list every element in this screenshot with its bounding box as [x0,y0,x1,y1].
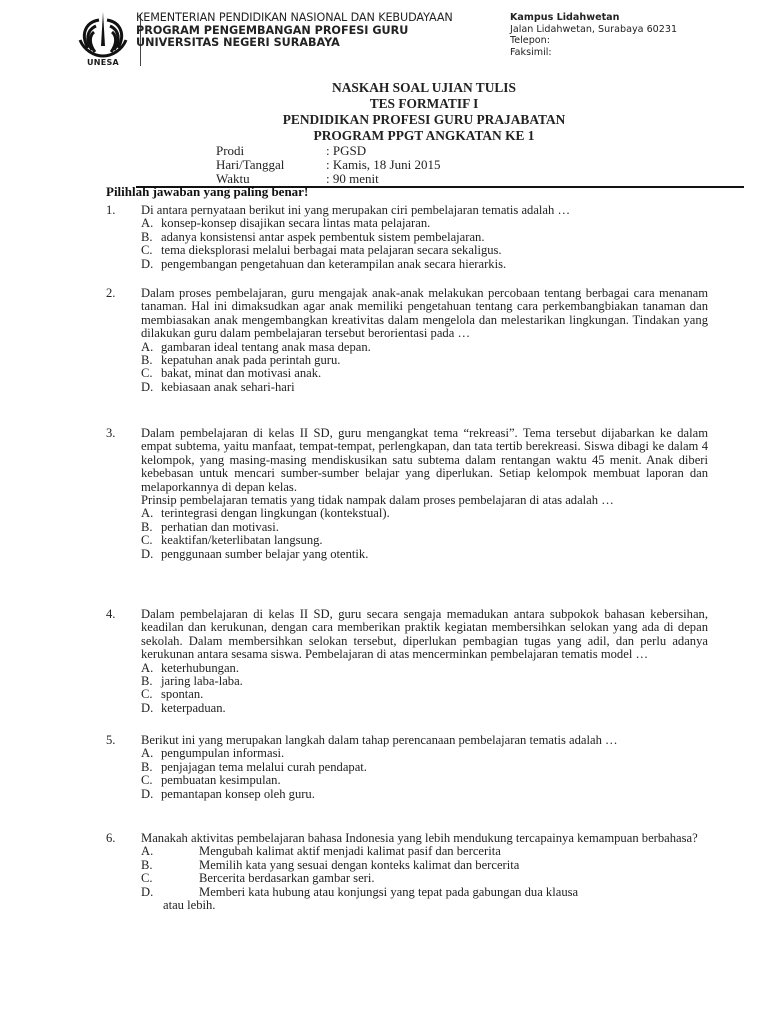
logo-label: UNESA [86,58,120,67]
option-d[interactable] [141,258,708,271]
option-letter: D. [141,546,154,561]
option-letter: B. [141,857,153,872]
option-d[interactable] [141,788,708,801]
meta-value: : 90 menit [326,171,379,187]
option-letter: A. [141,844,154,859]
meta-key: Prodi [216,143,245,158]
option-c[interactable] [141,872,708,885]
campus-phone: Telepon: [510,35,550,47]
university-name: UNIVERSITAS NEGERI SURABAYA [136,36,340,49]
question-2 [106,287,708,394]
option-text: pembuatan kesimpulan. [161,773,281,788]
option-a[interactable] [141,747,708,760]
option-letter: A. [141,506,154,521]
option-b[interactable] [141,521,708,534]
option-c[interactable] [141,774,708,787]
title-line: PROGRAM PPGT ANGKATAN KE 1 [313,128,535,143]
question-stem: Manakah aktivitas pembelajaran bahasa Indonesia yang lebih mendukung tercapainya kemampuan berbahasa? [141,831,698,845]
question-3 [106,427,708,561]
question-number: 1. [106,203,116,217]
option-letter: A. [141,216,154,231]
option-text: tema dieksplorasi melalui berbagai mata pelajaran secara sekaligus. [161,243,502,258]
option-letter: C. [141,243,153,258]
option-text: kebiasaan anak sehari-hari [161,379,295,394]
question-stem: Dalam pembelajaran di kelas II SD, guru mengangkat tema “rekreasi”. Tema tersebut dijabarkan ke dalam empat subtema, yaitu manfaat, tempat-tempat, perlengkapan, dan tata tertib berekreasi. Siswa dibagi ke dalam 4 kelompok, yang masing-masing mendiskusikan satu subtema dalam rentangan waktu 45 menit. Anak diberi kebebasan untuk mencari sumber-sumber belajar yang diperlukan. Setiap kelompok membuat laporan dan melaporkannya di depan kelas. [141,426,708,494]
option-d[interactable] [141,381,708,394]
option-letter: A. [141,660,154,675]
option-text: keterhubungan. [161,660,239,675]
option-text: terintegrasi dengan lingkungan (kontekstual). [161,506,390,521]
meta-row [216,158,440,172]
option-letter: A. [141,746,154,761]
option-b[interactable] [141,761,708,774]
option-text: bakat, minat dan motivasi anak. [161,366,322,381]
unesa-logo [72,10,134,68]
question-stem: Dalam pembelajaran di kelas II SD, guru secara sengaja memadukan antara subpokok bahasan kebersihan, keadilan dan kerukunan, dengan cara memberikan praktik kegiatan membersihkan selokan yang ada di depan sekolah. Dalam membersihkan selokan tersebut, diperlukan pembagian tugas yang adil, dan perlu adanya kerukunan antara sesama siswa. Pembelajaran di atas mencerminkan pembelajaran tematis model … [141,607,708,662]
option-text: gambaran ideal tentang anak masa depan. [161,339,371,354]
campus-name: Kampus Lidahwetan [510,12,620,23]
option-text: Memberi kata hubung atau konjungsi yang tepat pada gabungan dua klausa [199,884,579,899]
option-text: Bercerita berdasarkan gambar seri. [199,871,375,886]
option-c[interactable] [141,367,708,380]
ministry-name: KEMENTERIAN PENDIDIKAN NASIONAL DAN KEBUDAYAAN [136,11,453,24]
option-text: penjajagan tema melalui curah pendapat. [161,759,367,774]
document-titles [0,80,768,144]
option-c[interactable] [141,244,708,257]
question-stem: Berikut ini yang merupakan langkah dalam tahap perencanaan pembelajaran tematis adalah … [141,733,618,747]
title-line: PENDIDIKAN PROFESI GURU PRAJABATAN [282,112,566,127]
option-d[interactable] [141,702,708,715]
option-letter: D. [141,884,154,899]
exam-meta [216,144,440,187]
option-c[interactable] [141,534,708,547]
option-a[interactable] [141,662,708,675]
instruction-text: Pilihlah jawaban yang paling benar! [106,184,309,199]
option-letter: D. [141,256,154,271]
question-number: 6. [106,831,116,845]
option-text: Mengubah kalimat aktif menjadi kalimat pasif dan bercerita [199,844,501,859]
option-letter: C. [141,533,153,548]
question-stem: Di antara pernyataan berikut ini yang merupakan ciri pembelajaran tematis adalah … [141,203,571,217]
question-4 [106,608,708,715]
question-stem: Dalam proses pembelajaran, guru mengajak anak-anak melakukan percobaan tentang berbagai cara menanam tanaman. Hal ini dimaksudkan agar anak memiliki pengetahuan tentang cara perkembangbiakan tanaman dan membiasakan anak mengembangkan kreativitas dalam mengelola dan melestarikan lingkungan. Tindakan yang dilakukan guru dalam pembelajaran tersebut berorientasi pada … [141,286,708,341]
option-text: adanya konsistensi antar aspek pembentuk sistem pembelajaran. [161,229,485,244]
option-letter: C. [141,871,153,886]
option-a[interactable] [141,507,708,520]
question-6 [106,832,708,912]
option-a[interactable] [141,845,708,858]
option-text: pengembangan pengetahuan dan keterampilan anak secara hierarkis. [161,256,507,271]
question-number: 5. [106,733,116,747]
option-b[interactable] [141,354,708,367]
option-letter: B. [141,759,153,774]
question-1 [106,204,708,271]
option-letter: B. [141,519,153,534]
meta-value: : PGSD [326,143,367,158]
campus-address: Jalan Lidahwetan, Surabaya 60231 [510,23,678,35]
option-text: keterpaduan. [161,700,226,715]
institution-block [136,12,453,50]
option-c[interactable] [141,688,708,701]
option-letter: D. [141,700,154,715]
option-letter: C. [141,366,153,381]
title-line: NASKAH SOAL UJIAN TULIS [332,80,516,95]
meta-row [216,144,440,158]
unesa-emblem-icon [72,10,134,58]
option-text: jaring laba-laba. [161,674,243,689]
option-text: pengumpulan informasi. [161,746,285,761]
option-letter: B. [141,229,153,244]
question-number: 2. [106,286,116,300]
question-5 [106,734,708,801]
option-d[interactable] [141,548,708,561]
option-text: pemantapan konsep oleh guru. [161,786,315,801]
option-d[interactable] [141,886,708,899]
option-a[interactable] [141,217,708,230]
meta-value: : Kamis, 18 Juni 2015 [326,157,441,173]
campus-block [510,12,677,58]
meta-key: Hari/Tanggal [216,157,285,173]
option-text: spontan. [161,687,204,702]
question-number: 4. [106,607,116,621]
title-line: TES FORMATIF I [369,96,479,111]
option-b[interactable] [141,675,708,688]
option-letter: C. [141,773,153,788]
option-text: keaktifan/keterlibatan langsung. [161,533,323,548]
option-text: perhatian dan motivasi. [161,519,279,534]
question-prompt: Prinsip pembelajaran tematis yang tidak nampak dalam proses pembelajaran di atas adalah … [141,493,614,508]
option-text: penggunaan sumber belajar yang otentik. [161,546,369,561]
option-text: Memilih kata yang sesuai dengan konteks kalimat dan bercerita [199,857,520,872]
option-text: konsep-konsep disajikan secara lintas mata pelajaran. [161,216,431,231]
option-letter: D. [141,379,154,394]
option-letter: A. [141,339,154,354]
option-letter: B. [141,674,153,689]
option-letter: D. [141,786,154,801]
option-d-continuation: atau lebih. [163,898,216,913]
option-b[interactable] [141,231,708,244]
program-name: PROGRAM PENGEMBANGAN PROFESI GURU [136,23,409,37]
option-a[interactable] [141,341,708,354]
option-letter: C. [141,687,153,702]
option-letter: B. [141,353,153,368]
campus-fax: Faksimil: [510,46,552,58]
meta-key: Waktu [216,171,250,187]
option-b[interactable] [141,859,708,872]
option-text: kepatuhan anak pada perintah guru. [161,353,341,368]
question-number: 3. [106,426,116,440]
